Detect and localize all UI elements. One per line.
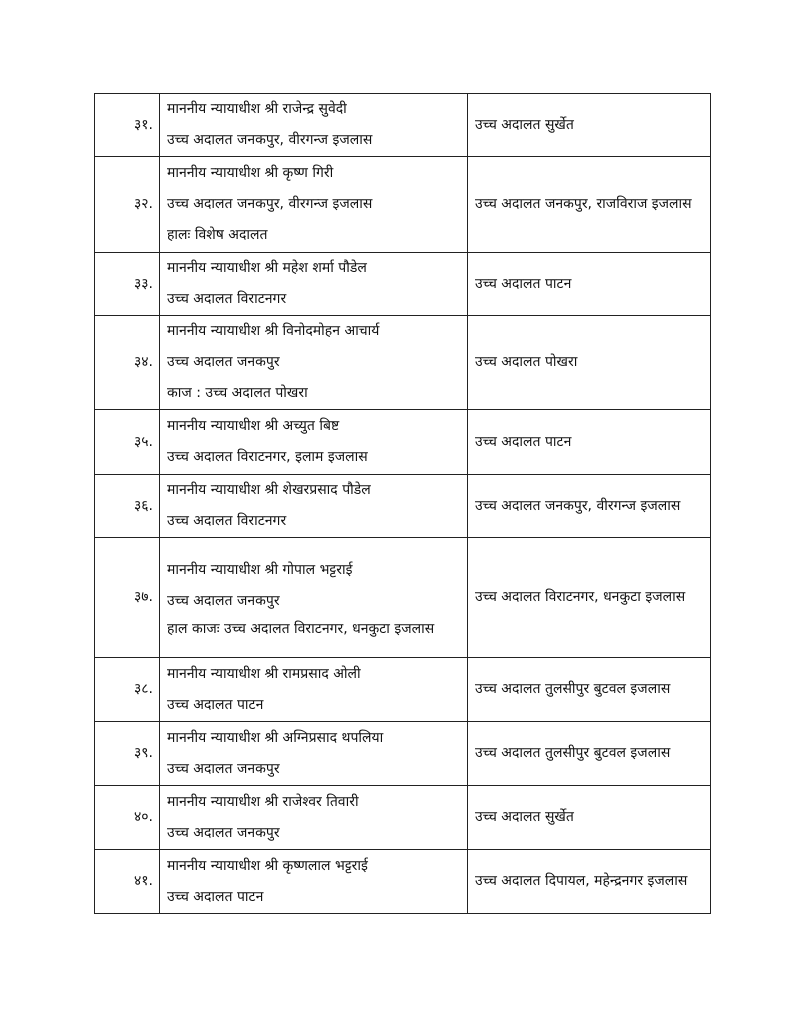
transfer-destination: उच्च अदालत जनकपुर, वीरगन्ज इजलास [468,475,711,538]
serial-number: ३९. [95,722,160,786]
court-line: उच्च अदालत विराटनगर, इलाम इजलास [167,449,368,465]
transfer-destination: उच्च अदालत जनकपुर, राजविराज इजलास [468,157,711,253]
transfer-destination: उच्च अदालत विराटनगर, धनकुटा इजलास [468,538,711,658]
judge-name: माननीय न्यायाधीश श्री राजेन्द्र सुवेदी [167,101,347,117]
judge-name: माननीय न्यायाधीश श्री रामप्रसाद ओली [167,665,361,682]
serial-number: ३३. [95,253,160,316]
serial-number: ४१. [95,850,160,914]
court-line: हाल काजः उच्च अदालत विराटनगर, धनकुटा इजलास [167,620,435,637]
judge-current-post [160,316,468,410]
serial-number: ३८. [95,658,160,722]
transfer-destination: उच्च अदालत सुर्खेत [468,786,711,850]
judge-name: माननीय न्यायाधीश श्री कृष्णलाल भट्टराई [167,857,368,874]
judge-current-post [160,786,468,850]
table-row [95,157,711,253]
table-row [95,538,711,658]
serial-number: ३२. [95,157,160,253]
court-line: उच्च अदालत विराटनगर [167,291,287,307]
transfer-destination: उच्च अदालत तुलसीपुर बुटवल इजलास [468,722,711,786]
judge-name: माननीय न्यायाधीश श्री राजेश्वर तिवारी [167,793,359,810]
judge-current-post [160,538,468,658]
serial-number: ३१. [95,94,160,157]
court-line: उच्च अदालत विराटनगर [167,513,287,529]
transfer-table [94,93,711,914]
court-line: उच्च अदालत जनकपुर [167,592,280,609]
judge-current-post [160,253,468,316]
serial-number: ४०. [95,786,160,850]
serial-number: ३६. [95,475,160,538]
serial-number: ३५. [95,410,160,475]
table-row [95,850,711,914]
judge-current-post [160,658,468,722]
transfer-destination: उच्च अदालत पाटन [468,253,711,316]
court-line: उच्च अदालत जनकपुर [167,824,280,841]
court-line: उच्च अदालत जनकपुर, वीरगन्ज इजलास [167,196,373,212]
transfer-destination: उच्च अदालत पोखरा [468,316,711,410]
serial-number: ३४. [95,316,160,410]
serial-number: ३७. [95,538,160,658]
judge-name: माननीय न्यायाधीश श्री गोपाल भट्टराई [167,561,353,578]
court-line: उच्च अदालत पाटन [167,888,264,905]
transfer-destination: उच्च अदालत सुर्खेत [468,94,711,157]
court-line: हालः विशेष अदालत [167,227,268,243]
table-row [95,786,711,850]
table-row [95,253,711,316]
court-line: काज : उच्च अदालत पोखरा [167,385,308,401]
judge-name: माननीय न्यायाधीश श्री शेखरप्रसाद पौडेल [167,482,371,498]
judge-current-post [160,722,468,786]
court-line: उच्च अदालत जनकपुर [167,354,280,370]
judge-name: माननीय न्यायाधीश श्री अग्निप्रसाद थपलिया [167,729,384,746]
judge-current-post [160,850,468,914]
table-row [95,475,711,538]
transfer-destination: उच्च अदालत दिपायल, महेन्द्रनगर इजलास [468,850,711,914]
transfer-destination: उच्च अदालत तुलसीपुर बुटवल इजलास [468,658,711,722]
judge-current-post [160,475,468,538]
judge-name: माननीय न्यायाधीश श्री महेश शर्मा पौडेल [167,260,367,276]
court-line: उच्च अदालत जनकपुर [167,760,280,777]
judge-current-post [160,410,468,475]
court-line: उच्च अदालत पाटन [167,696,264,713]
judge-name: माननीय न्यायाधीश श्री अच्युत बिष्ट [167,418,340,434]
table-row [95,658,711,722]
table-row [95,316,711,410]
judge-name: माननीय न्यायाधीश श्री कृष्ण गिरी [167,165,334,181]
table-row [95,94,711,157]
table-row [95,722,711,786]
judge-current-post [160,157,468,253]
transfer-table-body [95,94,711,914]
judge-name: माननीय न्यायाधीश श्री विनोदमोहन आचार्य [167,323,380,339]
table-row [95,410,711,475]
judge-current-post [160,94,468,157]
court-line: उच्च अदालत जनकपुर, वीरगन्ज इजलास [167,132,373,148]
transfer-destination: उच्च अदालत पाटन [468,410,711,475]
